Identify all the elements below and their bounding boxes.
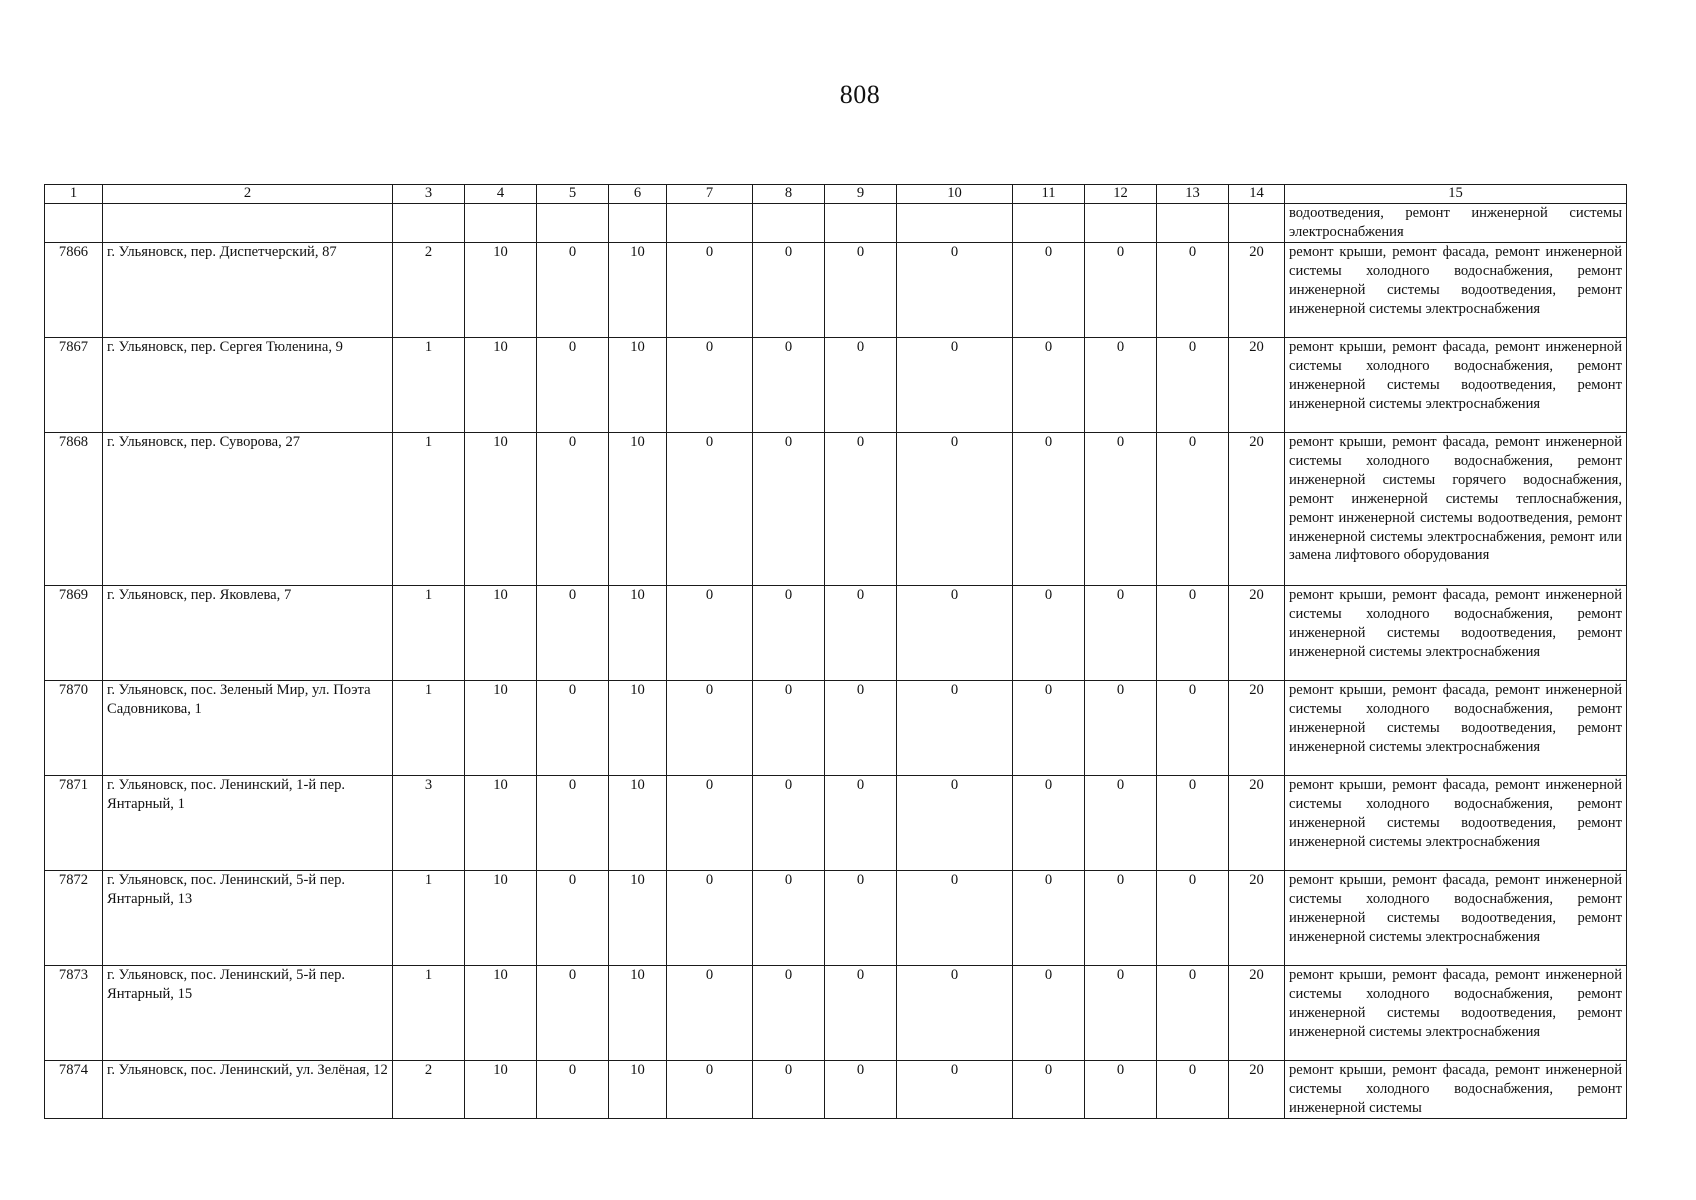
value-cell: 0 [537,586,609,681]
address-cell: г. Ульяновск, пос. Ленинский, 5-й пер. Янтарный, 13 [103,871,393,966]
row-number-cell: 7869 [45,586,103,681]
row-number-cell: 7872 [45,871,103,966]
column-header: 12 [1085,185,1157,204]
table-row [45,776,1627,871]
empty-cell [667,204,753,243]
value-cell: 1 [393,681,465,776]
value-cell: 10 [609,681,667,776]
value-cell: 0 [1157,433,1229,586]
address-cell: г. Ульяновск, пос. Ленинский, 1-й пер. Янтарный, 1 [103,776,393,871]
value-cell: 0 [1157,243,1229,338]
value-cell: 10 [465,586,537,681]
value-cell: 0 [897,681,1013,776]
value-cell: 0 [753,433,825,586]
value-cell: 20 [1229,338,1285,433]
value-cell: 0 [753,871,825,966]
value-cell: 0 [1157,871,1229,966]
value-cell: 1 [393,871,465,966]
value-cell: 10 [465,871,537,966]
value-cell: 0 [667,243,753,338]
row-number-cell: 7871 [45,776,103,871]
value-cell: 0 [1085,1061,1157,1119]
value-cell: 0 [825,1061,897,1119]
table-row [45,966,1627,1061]
value-cell: 0 [1013,966,1085,1061]
value-cell: 10 [609,338,667,433]
value-cell: 0 [897,338,1013,433]
value-cell: 0 [667,338,753,433]
value-cell: 0 [667,966,753,1061]
value-cell: 0 [897,1061,1013,1119]
address-cell: г. Ульяновск, пос. Зеленый Мир, ул. Поэта Садовникова, 1 [103,681,393,776]
value-cell: 20 [1229,776,1285,871]
column-header: 5 [537,185,609,204]
value-cell: 0 [1157,776,1229,871]
empty-cell [1013,204,1085,243]
value-cell: 0 [753,586,825,681]
address-cell: г. Ульяновск, пер. Суворова, 27 [103,433,393,586]
row-number-cell: 7867 [45,338,103,433]
empty-cell [825,204,897,243]
value-cell: 0 [537,681,609,776]
value-cell: 1 [393,586,465,681]
value-cell: 10 [465,776,537,871]
value-cell: 20 [1229,966,1285,1061]
value-cell: 20 [1229,871,1285,966]
works-cell: ремонт крыши, ремонт фасада, ремонт инженерной системы холодного водоснабжения, ремонт инженерной системы водоотведения, ремонт инженерной системы электроснабжения [1285,966,1627,1061]
value-cell: 0 [897,871,1013,966]
value-cell: 0 [667,681,753,776]
works-cell: ремонт крыши, ремонт фасада, ремонт инженерной системы холодного водоснабжения, ремонт инженерной системы водоотведения, ремонт инженерной системы электроснабжения [1285,338,1627,433]
value-cell: 0 [1013,338,1085,433]
value-cell: 10 [609,243,667,338]
empty-cell [103,204,393,243]
value-cell: 0 [1085,586,1157,681]
value-cell: 20 [1229,681,1285,776]
value-cell: 0 [897,966,1013,1061]
address-cell: г. Ульяновск, пер. Сергея Тюленина, 9 [103,338,393,433]
value-cell: 20 [1229,243,1285,338]
value-cell: 10 [465,1061,537,1119]
empty-cell [1157,204,1229,243]
value-cell: 1 [393,338,465,433]
table-row [45,433,1627,586]
table-row [45,243,1627,338]
value-cell: 10 [609,586,667,681]
value-cell: 20 [1229,1061,1285,1119]
works-cell: ремонт крыши, ремонт фасада, ремонт инженерной системы холодного водоснабжения, ремонт инженерной системы водоотведения, ремонт инженерной системы электроснабжения [1285,243,1627,338]
value-cell: 0 [1085,966,1157,1061]
value-cell: 0 [825,243,897,338]
value-cell: 0 [1013,243,1085,338]
value-cell: 0 [1013,433,1085,586]
value-cell: 10 [609,1061,667,1119]
value-cell: 1 [393,966,465,1061]
value-cell: 0 [897,243,1013,338]
value-cell: 20 [1229,586,1285,681]
value-cell: 0 [753,681,825,776]
value-cell: 10 [465,966,537,1061]
value-cell: 0 [1085,871,1157,966]
value-cell: 10 [465,338,537,433]
value-cell: 0 [825,966,897,1061]
repair-program-table [44,184,1627,1119]
row-number-cell: 7870 [45,681,103,776]
works-cell: ремонт крыши, ремонт фасада, ремонт инженерной системы холодного водоснабжения, ремонт инженерной системы [1285,1061,1627,1119]
value-cell: 0 [753,776,825,871]
row-number-cell: 7866 [45,243,103,338]
value-cell: 0 [537,433,609,586]
value-cell: 0 [897,586,1013,681]
column-header: 1 [45,185,103,204]
value-cell: 0 [825,338,897,433]
row-number-cell: 7873 [45,966,103,1061]
empty-cell [465,204,537,243]
empty-cell [393,204,465,243]
empty-cell [537,204,609,243]
value-cell: 0 [667,1061,753,1119]
empty-cell [753,204,825,243]
table-row [45,338,1627,433]
value-cell: 0 [1157,966,1229,1061]
value-cell: 0 [1157,586,1229,681]
value-cell: 0 [753,1061,825,1119]
empty-cell [609,204,667,243]
column-header: 10 [897,185,1013,204]
value-cell: 0 [537,338,609,433]
value-cell: 0 [667,586,753,681]
empty-cell [1229,204,1285,243]
works-cell: ремонт крыши, ремонт фасада, ремонт инженерной системы холодного водоснабжения, ремонт инженерной системы горячего водоснабжения, ремонт инженерной системы теплоснабжения, ремонт инженерной системы водоотведения, ремонт инженерной системы электроснабжения, ремонт или замена лифтового оборудования [1285,433,1627,586]
value-cell: 0 [897,776,1013,871]
value-cell: 10 [465,433,537,586]
row-number-cell: 7868 [45,433,103,586]
value-cell: 1 [393,433,465,586]
value-cell: 0 [1013,871,1085,966]
value-cell: 0 [897,433,1013,586]
value-cell: 0 [825,586,897,681]
table-row [45,871,1627,966]
table-row [45,681,1627,776]
value-cell: 0 [825,681,897,776]
works-cell: ремонт крыши, ремонт фасада, ремонт инженерной системы холодного водоснабжения, ремонт инженерной системы водоотведения, ремонт инженерной системы электроснабжения [1285,776,1627,871]
value-cell: 0 [825,871,897,966]
value-cell: 0 [1085,433,1157,586]
value-cell: 0 [537,776,609,871]
empty-cell [1085,204,1157,243]
value-cell: 0 [1157,1061,1229,1119]
works-cell: водоотведения, ремонт инженерной системы электроснабжения [1285,204,1627,243]
column-header: 15 [1285,185,1627,204]
value-cell: 10 [609,966,667,1061]
address-cell: г. Ульяновск, пос. Ленинский, 5-й пер. Янтарный, 15 [103,966,393,1061]
value-cell: 10 [609,776,667,871]
value-cell: 0 [1085,338,1157,433]
value-cell: 0 [753,243,825,338]
table-row [45,586,1627,681]
value-cell: 0 [1085,776,1157,871]
address-cell: г. Ульяновск, пос. Ленинский, ул. Зелёная, 12 [103,1061,393,1119]
column-header: 8 [753,185,825,204]
value-cell: 0 [1013,776,1085,871]
works-cell: ремонт крыши, ремонт фасада, ремонт инженерной системы холодного водоснабжения, ремонт инженерной системы водоотведения, ремонт инженерной системы электроснабжения [1285,586,1627,681]
value-cell: 10 [609,871,667,966]
value-cell: 3 [393,776,465,871]
value-cell: 0 [667,776,753,871]
value-cell: 2 [393,243,465,338]
value-cell: 0 [1013,586,1085,681]
value-cell: 0 [753,966,825,1061]
value-cell: 0 [537,871,609,966]
value-cell: 0 [1085,243,1157,338]
value-cell: 10 [465,243,537,338]
value-cell: 0 [1085,681,1157,776]
continuation-row [45,204,1627,243]
value-cell: 0 [825,776,897,871]
value-cell: 2 [393,1061,465,1119]
value-cell: 0 [1013,681,1085,776]
table-row [45,1061,1627,1119]
value-cell: 0 [537,243,609,338]
address-cell: г. Ульяновск, пер. Диспетчерский, 87 [103,243,393,338]
empty-cell [897,204,1013,243]
works-cell: ремонт крыши, ремонт фасада, ремонт инженерной системы холодного водоснабжения, ремонт инженерной системы водоотведения, ремонт инженерной системы электроснабжения [1285,871,1627,966]
page-number: 808 [839,80,881,109]
column-header: 13 [1157,185,1229,204]
address-cell: г. Ульяновск, пер. Яковлева, 7 [103,586,393,681]
value-cell: 0 [825,433,897,586]
column-header: 2 [103,185,393,204]
column-header: 9 [825,185,897,204]
empty-cell [45,204,103,243]
value-cell: 10 [609,433,667,586]
value-cell: 0 [753,338,825,433]
value-cell: 0 [1157,681,1229,776]
value-cell: 10 [465,681,537,776]
value-cell: 0 [537,966,609,1061]
value-cell: 20 [1229,433,1285,586]
column-header: 6 [609,185,667,204]
value-cell: 0 [1157,338,1229,433]
value-cell: 0 [537,1061,609,1119]
works-cell: ремонт крыши, ремонт фасада, ремонт инженерной системы холодного водоснабжения, ремонт инженерной системы водоотведения, ремонт инженерной системы электроснабжения [1285,681,1627,776]
value-cell: 0 [1013,1061,1085,1119]
value-cell: 0 [667,433,753,586]
column-header: 14 [1229,185,1285,204]
column-header: 3 [393,185,465,204]
value-cell: 0 [667,871,753,966]
column-header: 11 [1013,185,1085,204]
column-number-row [45,185,1627,204]
column-header: 4 [465,185,537,204]
column-header: 7 [667,185,753,204]
row-number-cell: 7874 [45,1061,103,1119]
